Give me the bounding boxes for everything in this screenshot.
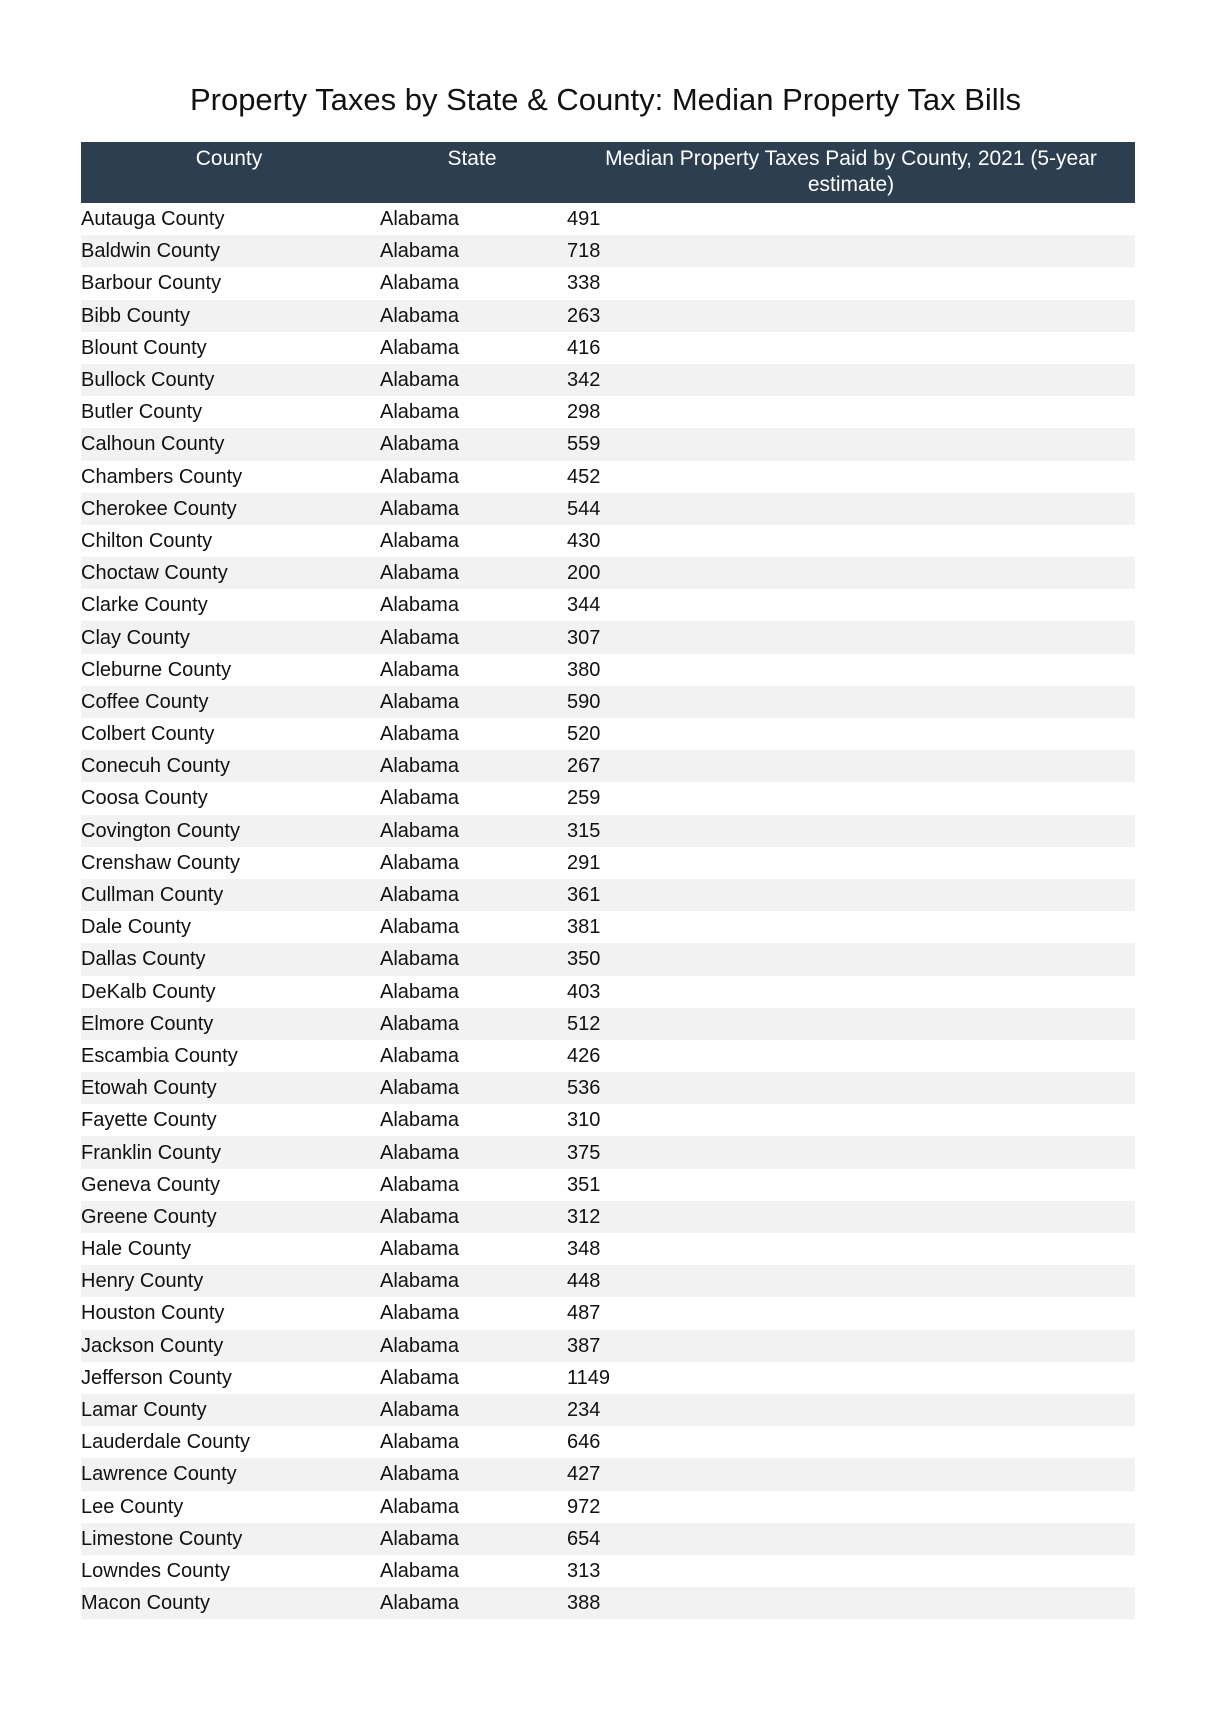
cell-county: Lauderdale County [81,1431,251,1454]
cell-median-tax: 310 [567,1109,601,1132]
cell-county: Butler County [81,401,203,424]
cell-median-tax: 259 [567,787,601,810]
cell-state: Alabama [380,1109,459,1132]
table-row [81,1587,1135,1619]
table-row [81,1523,1135,1555]
cell-state: Alabama [380,1173,459,1196]
cell-state: Alabama [377,557,567,589]
cell-county: Blount County [81,336,207,359]
cell-state: Alabama [380,208,459,231]
cell-median-tax: 559 [567,428,1135,460]
table-row [81,364,1135,396]
table-row [81,1297,1135,1329]
cell-state: Alabama [380,594,459,617]
cell-state: Alabama [377,750,567,782]
cell-median-tax: 426 [567,1044,601,1067]
cell-county: Franklin County [81,1136,377,1168]
cell-state: Alabama [380,1238,459,1261]
table-row [81,1491,1135,1523]
cell-state: Alabama [380,980,459,1003]
cell-state: Alabama [377,1136,567,1168]
cell-county: Geneva County [81,1173,220,1196]
header-row [81,142,1135,203]
table-row [81,1362,1135,1394]
cell-median-tax: 452 [567,465,601,488]
table-row [81,654,1135,686]
cell-county: Calhoun County [81,428,377,460]
cell-median-tax: 312 [567,1201,1135,1233]
cell-county: Henry County [81,1265,377,1297]
cell-state: Alabama [380,787,459,810]
cell-median-tax: 512 [567,1008,1135,1040]
table-row [81,1008,1135,1040]
table-row [81,461,1135,493]
cell-county: Etowah County [81,1072,377,1104]
table-row [81,1394,1135,1426]
cell-state: Alabama [377,815,567,847]
table-row [81,300,1135,332]
cell-state: Alabama [380,658,459,681]
cell-state: Alabama [377,879,567,911]
table-row [81,1233,1135,1265]
cell-county: Chilton County [81,529,213,552]
cell-state: Alabama [377,943,567,975]
cell-county: Barbour County [81,272,222,295]
cell-state: Alabama [380,1431,459,1454]
cell-median-tax: 448 [567,1265,1135,1297]
cell-county: Houston County [81,1302,225,1325]
cell-state: Alabama [380,1495,459,1518]
cell-state: Alabama [380,1366,459,1389]
cell-county: Escambia County [81,1044,238,1067]
table-header [81,142,1135,203]
cell-county: Coosa County [81,787,208,810]
cell-median-tax: 972 [567,1495,601,1518]
cell-county: Bibb County [81,300,377,332]
table-row [81,943,1135,975]
cell-county: Dallas County [81,943,377,975]
table-row [81,235,1135,267]
column-header-state[interactable]: State [377,142,567,203]
property-tax-table [81,142,1135,1619]
cell-median-tax: 351 [567,1173,601,1196]
cell-county: Hale County [81,1238,192,1261]
cell-median-tax: 718 [567,235,1135,267]
cell-median-tax: 315 [567,815,1135,847]
cell-county: Baldwin County [81,235,377,267]
column-header-median-tax[interactable]: Median Property Taxes Paid by County, 2021 (5-year estimate) [567,142,1135,203]
cell-state: Alabama [377,1394,567,1426]
cell-median-tax: 590 [567,686,1135,718]
cell-state: Alabama [377,1265,567,1297]
table-row [81,1169,1135,1201]
table-row [81,1426,1135,1458]
table-row [81,332,1135,364]
cell-median-tax: 338 [567,272,601,295]
cell-median-tax: 487 [567,1302,601,1325]
cell-median-tax: 544 [567,493,1135,525]
table-row [81,686,1135,718]
table-row [81,976,1135,1008]
cell-county: Dale County [81,916,192,939]
cell-county: Clay County [81,621,377,653]
cell-median-tax: 416 [567,336,601,359]
cell-median-tax: 1149 [567,1366,611,1389]
cell-state: Alabama [377,686,567,718]
table-row [81,1136,1135,1168]
cell-median-tax: 298 [567,401,601,424]
table-row [81,718,1135,750]
cell-county: Clarke County [81,594,208,617]
cell-county: Covington County [81,815,377,847]
cell-state: Alabama [377,364,567,396]
cell-state: Alabama [377,1072,567,1104]
cell-median-tax: 654 [567,1523,1135,1555]
cell-median-tax: 380 [567,658,601,681]
cell-county: Bullock County [81,364,377,396]
cell-county: Lawrence County [81,1458,377,1490]
table-row [81,782,1135,814]
table-row [81,847,1135,879]
table-row [81,815,1135,847]
cell-median-tax: 291 [567,851,601,874]
cell-county: Conecuh County [81,750,377,782]
cell-median-tax: 646 [567,1431,601,1454]
cell-county: DeKalb County [81,980,216,1003]
table-row [81,1555,1135,1587]
cell-county: Elmore County [81,1008,377,1040]
cell-county: Cullman County [81,879,377,911]
table-row [81,525,1135,557]
cell-county: Choctaw County [81,557,377,589]
cell-state: Alabama [377,235,567,267]
cell-state: Alabama [380,336,459,359]
cell-median-tax: 536 [567,1072,1135,1104]
cell-median-tax: 361 [567,879,1135,911]
cell-county: Crenshaw County [81,851,240,874]
cell-state: Alabama [377,1523,567,1555]
cell-median-tax: 263 [567,300,1135,332]
cell-state: Alabama [380,401,459,424]
cell-state: Alabama [377,300,567,332]
page-title: Property Taxes by State & County: Median Property Tax Bills [189,82,1022,117]
cell-median-tax: 427 [567,1458,1135,1490]
cell-median-tax: 267 [567,750,1135,782]
cell-state: Alabama [377,1458,567,1490]
table-row [81,621,1135,653]
cell-median-tax: 388 [567,1587,1135,1619]
table-row [81,1040,1135,1072]
cell-state: Alabama [377,428,567,460]
cell-county: Jefferson County [81,1366,232,1389]
cell-county: Greene County [81,1201,377,1233]
table-row [81,428,1135,460]
cell-median-tax: 520 [567,723,601,746]
cell-median-tax: 307 [567,621,1135,653]
cell-county: Lamar County [81,1394,377,1426]
table-row [81,1072,1135,1104]
cell-county: Cleburne County [81,658,232,681]
cell-state: Alabama [377,1201,567,1233]
cell-county: Macon County [81,1587,377,1619]
table-row [81,911,1135,943]
cell-county: Coffee County [81,686,377,718]
table-row [81,589,1135,621]
table-row [81,1330,1135,1362]
cell-median-tax: 381 [567,916,601,939]
table-row [81,750,1135,782]
cell-state: Alabama [377,1008,567,1040]
cell-state: Alabama [380,851,459,874]
cell-county: Limestone County [81,1523,377,1555]
cell-median-tax: 430 [567,529,601,552]
cell-county: Jackson County [81,1330,377,1362]
cell-median-tax: 375 [567,1136,1135,1168]
cell-median-tax: 313 [567,1559,601,1582]
cell-state: Alabama [380,1559,459,1582]
cell-state: Alabama [377,1330,567,1362]
table-row [81,1201,1135,1233]
cell-median-tax: 234 [567,1394,1135,1426]
cell-state: Alabama [377,1587,567,1619]
cell-median-tax: 344 [567,594,601,617]
table-row [81,267,1135,299]
table-row [81,1458,1135,1490]
cell-state: Alabama [380,1302,459,1325]
table-row [81,557,1135,589]
cell-state: Alabama [380,529,459,552]
cell-state: Alabama [380,465,459,488]
table-row [81,879,1135,911]
cell-county: Lee County [81,1495,184,1518]
cell-state: Alabama [380,916,459,939]
column-header-county[interactable]: County [81,142,377,203]
cell-state: Alabama [377,493,567,525]
table-row [81,1104,1135,1136]
cell-median-tax: 387 [567,1330,1135,1362]
cell-median-tax: 403 [567,980,601,1003]
cell-state: Alabama [380,1044,459,1067]
table-row [81,396,1135,428]
cell-median-tax: 350 [567,943,1135,975]
table-row [81,493,1135,525]
cell-median-tax: 348 [567,1238,601,1261]
cell-median-tax: 491 [567,208,601,231]
cell-state: Alabama [377,621,567,653]
cell-state: Alabama [380,272,459,295]
cell-county: Autauga County [81,208,225,231]
table-body [81,203,1135,1619]
table-row [81,1265,1135,1297]
cell-county: Lowndes County [81,1559,230,1582]
cell-median-tax: 200 [567,557,1135,589]
cell-county: Fayette County [81,1109,217,1132]
cell-county: Cherokee County [81,493,377,525]
table-row [81,203,1135,235]
cell-county: Colbert County [81,723,215,746]
cell-median-tax: 342 [567,364,1135,396]
cell-state: Alabama [380,723,459,746]
cell-county: Chambers County [81,465,243,488]
